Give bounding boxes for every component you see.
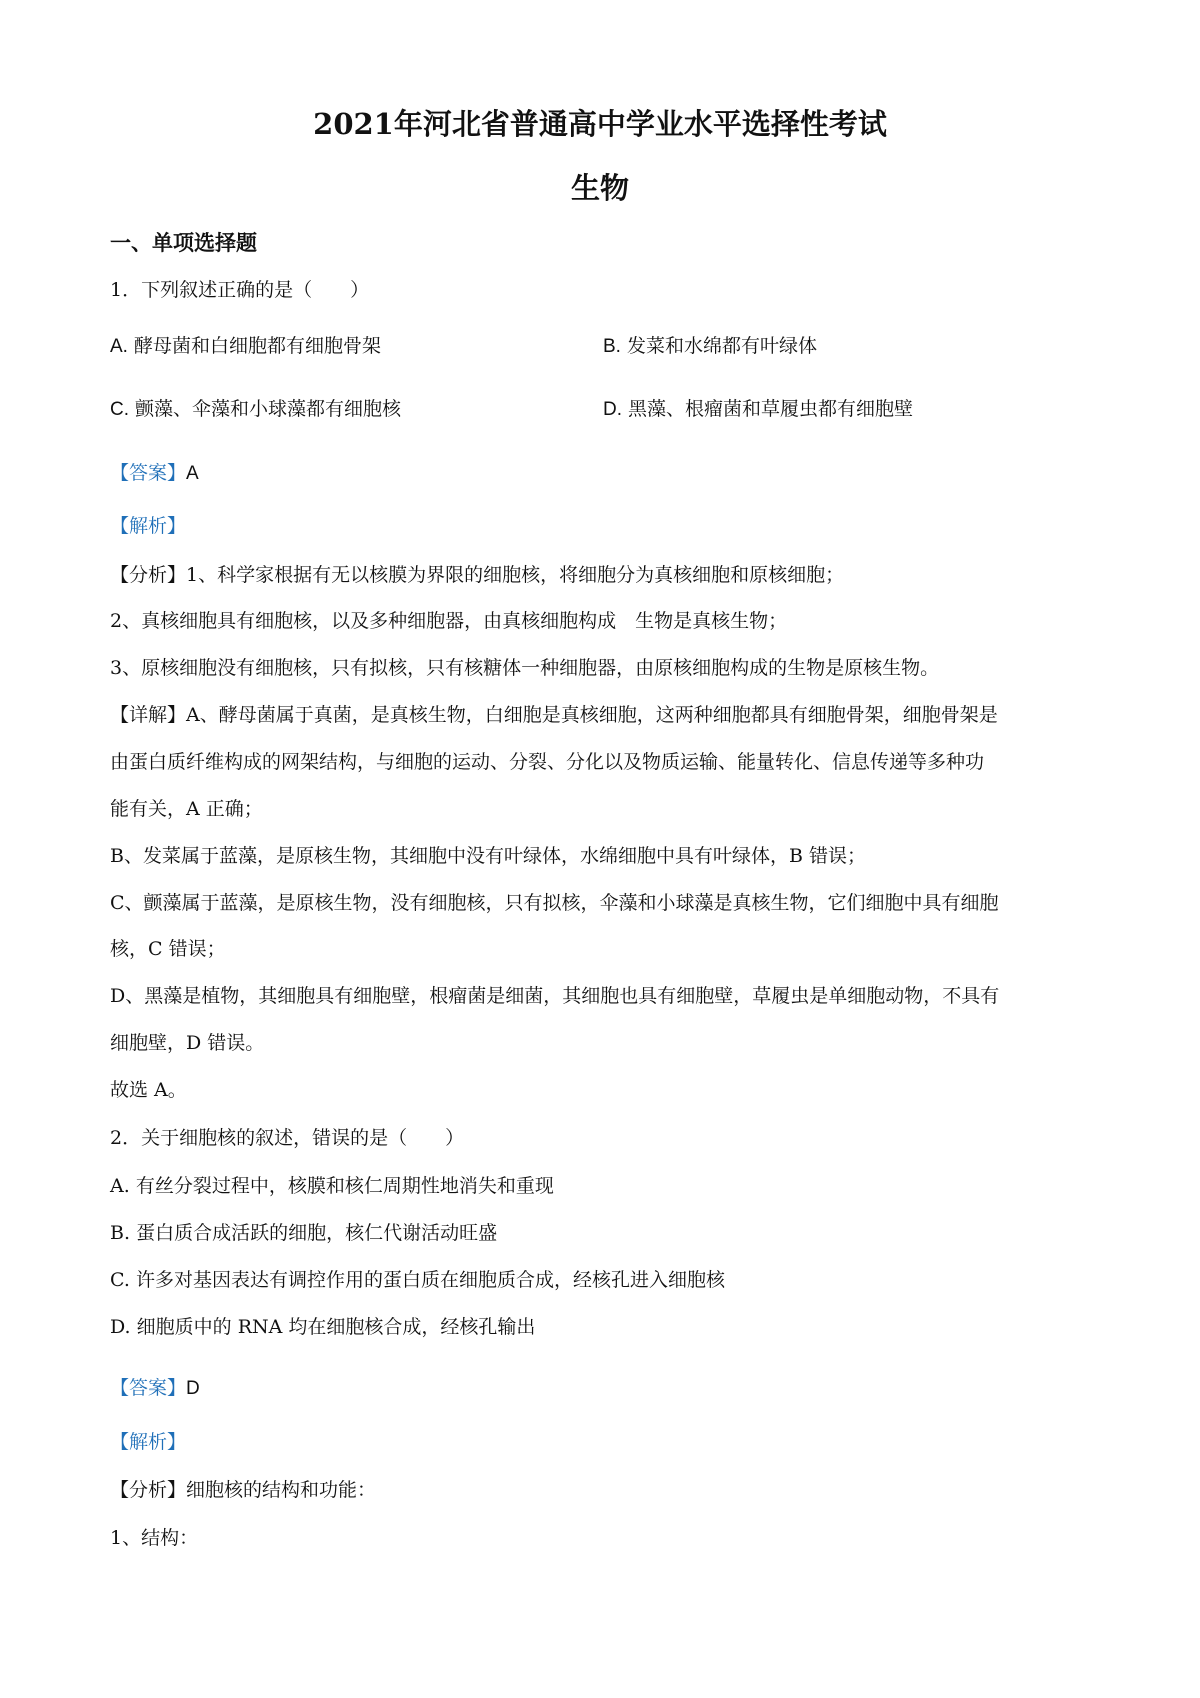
- analysis-line: 由蛋白质纤维构成的网架结构，与细胞的运动、分裂、分化以及物质运输、能量转化、信息传递等多种功: [110, 751, 985, 773]
- analysis-line: 核，C 错误；: [110, 938, 226, 960]
- option-letter: A.: [110, 1175, 130, 1197]
- analysis-line: C、颤藻属于蓝藻，是原核生物，没有细胞核，只有拟核，伞藻和小球藻是真核生物，它们细胞中具有细胞: [110, 892, 999, 914]
- analysis-line: 故选 A。: [110, 1079, 187, 1101]
- analysis-line: B、发菜属于蓝藻，是原核生物，其细胞中没有叶绿体，水绵细胞中具有叶绿体，B 错误；: [110, 845, 866, 867]
- question-1-option-c: [110, 395, 401, 424]
- analysis-line: 2、真核细胞具有细胞核，以及多种细胞器，由真核细胞构成 生物是真核生物；: [110, 610, 788, 632]
- question-2-option-c: [110, 1266, 725, 1294]
- option-text: 细胞质中的 RNA 均在细胞核合成，经核孔输出: [136, 1316, 536, 1338]
- question-1-option-a: [110, 332, 381, 361]
- option-letter: C.: [110, 399, 129, 420]
- option-text: 发菜和水绵都有叶绿体: [627, 335, 818, 357]
- question-1-analysis-tag: 【解析】: [110, 515, 187, 537]
- question-1-stem: 1．下列叙述正确的是（ ）: [110, 279, 370, 301]
- section-heading: 一、单项选择题: [110, 230, 257, 255]
- option-letter: B.: [603, 336, 621, 357]
- option-text: 蛋白质合成活跃的细胞，核仁代谢活动旺盛: [136, 1222, 498, 1244]
- question-1-option-b: [603, 332, 817, 361]
- answer-tag: 【答案】: [110, 462, 187, 484]
- option-text: 有丝分裂过程中，核膜和核仁周期性地消失和重现: [135, 1175, 554, 1197]
- option-text: 酵母菌和白细胞都有细胞骨架: [134, 335, 382, 357]
- question-2-option-a: [110, 1172, 554, 1200]
- analysis-line: 能有关，A 正确；: [110, 798, 263, 820]
- option-text: 颤藻、伞藻和小球藻都有细胞核: [135, 398, 402, 420]
- question-2-option-d: [110, 1313, 535, 1341]
- option-letter: A.: [110, 336, 128, 357]
- answer-value: A: [186, 463, 199, 484]
- question-1-answer: [110, 459, 199, 488]
- analysis-line: 【分析】1、科学家根据有无以核膜为界限的细胞核，将细胞分为真核细胞和原核细胞；: [110, 564, 845, 586]
- question-2-stem: 2．关于细胞核的叙述，错误的是（ ）: [110, 1127, 465, 1149]
- option-letter: B.: [110, 1222, 131, 1244]
- answer-value: D: [186, 1378, 200, 1399]
- option-letter: C.: [110, 1269, 130, 1291]
- analysis-line: D、黑藻是植物，其细胞具有细胞壁，根瘤菌是细菌，其细胞也具有细胞壁，草履虫是单细胞动物，不具有: [110, 985, 1000, 1007]
- option-text: 许多对基因表达有调控作用的蛋白质在细胞质合成，经核孔进入细胞核: [135, 1269, 725, 1291]
- option-text: 黑藻、根瘤菌和草履虫都有细胞壁: [628, 398, 914, 420]
- question-2-answer: [110, 1374, 200, 1403]
- answer-tag: 【答案】: [110, 1377, 187, 1399]
- question-2-analysis-tag: 【解析】: [110, 1431, 187, 1453]
- analysis-line: 细胞壁，D 错误。: [110, 1032, 265, 1054]
- subject-title: 生物: [570, 171, 629, 205]
- analysis-line: 3、原核细胞没有细胞核，只有拟核，只有核糖体一种细胞器，由原核细胞构成的生物是原核生物。: [110, 657, 940, 679]
- question-1-option-d: [603, 395, 913, 424]
- document-title: 2021年河北省普通高中学业水平选择性考试: [313, 107, 887, 141]
- analysis-line: 【详解】A、酵母菌属于真菌，是真核生物，白细胞是真核细胞，这两种细胞都具有细胞骨架，细胞骨架是: [110, 704, 998, 726]
- analysis-line: 1、结构：: [110, 1527, 199, 1549]
- option-letter: D.: [603, 399, 622, 420]
- question-2-option-b: [110, 1219, 497, 1247]
- analysis-line: 【分析】细胞核的结构和功能：: [110, 1479, 377, 1501]
- option-letter: D.: [110, 1316, 131, 1338]
